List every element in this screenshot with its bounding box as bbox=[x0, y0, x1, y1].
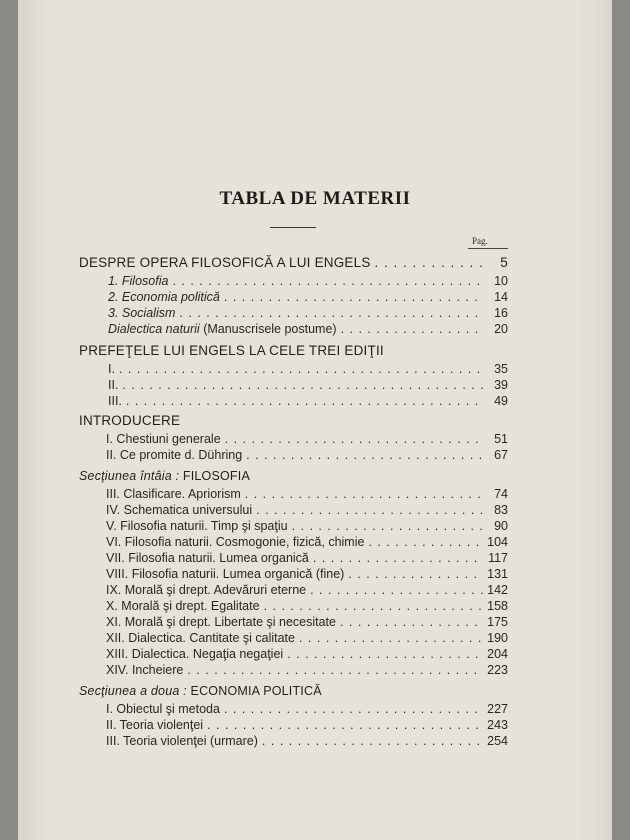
dot-leader bbox=[246, 447, 484, 463]
toc-entry bbox=[108, 305, 508, 321]
dot-leader bbox=[119, 361, 484, 377]
toc-entry bbox=[106, 431, 508, 447]
dot-leader bbox=[340, 614, 483, 630]
toc-entry bbox=[106, 662, 508, 678]
toc-entry-label: II. bbox=[108, 378, 119, 392]
page-title: TABLA DE MATERII bbox=[219, 188, 411, 209]
dot-leader bbox=[224, 289, 484, 305]
toc-entry-label: 3. Socialism bbox=[108, 306, 176, 320]
toc-entry bbox=[106, 566, 508, 582]
dot-leader bbox=[299, 630, 483, 646]
dot-leader bbox=[225, 431, 484, 447]
toc-entry-label: X. Morală şi drept. Egalitate bbox=[106, 599, 260, 613]
toc-entry bbox=[108, 289, 508, 305]
toc-entry bbox=[106, 646, 508, 662]
dot-leader bbox=[341, 321, 484, 337]
toc-entry-label: III. Teoria violenţei (urmare) bbox=[106, 734, 258, 748]
dot-leader bbox=[122, 377, 484, 393]
page-column-header: Pag. bbox=[472, 236, 488, 246]
toc-entry bbox=[106, 630, 508, 646]
toc-heading-prefetele: PREFEŢELE LUI ENGELS LA CELE TREI EDIŢII bbox=[79, 343, 384, 358]
toc-entry bbox=[106, 582, 508, 598]
dot-leader bbox=[126, 393, 484, 409]
toc-entry-label: V. Filosofia naturii. Timp şi spaţiu bbox=[106, 519, 288, 533]
toc-entry bbox=[106, 534, 508, 550]
toc-page-number: 227 bbox=[487, 702, 508, 716]
dot-leader bbox=[348, 566, 483, 582]
toc-heading-sectiunea-intaia bbox=[79, 467, 250, 485]
toc-entry bbox=[106, 502, 508, 518]
toc-entry bbox=[106, 614, 508, 630]
toc-page-number: 16 bbox=[494, 306, 508, 320]
toc-page-number: 67 bbox=[494, 448, 508, 462]
toc-page-number: 204 bbox=[487, 647, 508, 661]
toc-entry-label: VIII. Filosofia naturii. Lumea organică (fine) bbox=[106, 567, 345, 581]
toc-entry-label: IX. Morală şi drept. Adevăruri eterne bbox=[106, 583, 307, 597]
toc-page-number: 158 bbox=[487, 599, 508, 613]
toc-page-number: 131 bbox=[487, 567, 508, 581]
dot-leader bbox=[287, 646, 483, 662]
toc-entry bbox=[106, 717, 508, 733]
section-label: FILOSOFIA bbox=[182, 469, 250, 483]
toc-entry-label: VI. Filosofia naturii. Cosmogonie, fizică, chimie bbox=[106, 535, 365, 549]
toc-heading-sectiunea-a-doua bbox=[79, 682, 322, 700]
dot-leader bbox=[187, 662, 483, 678]
toc-page-number: 51 bbox=[494, 432, 508, 446]
dot-leader bbox=[172, 273, 484, 289]
toc-entry bbox=[106, 486, 508, 502]
dot-leader bbox=[313, 550, 484, 566]
toc-entry bbox=[106, 518, 508, 534]
toc-page-number: 83 bbox=[494, 503, 508, 517]
toc-heading-despre-opera bbox=[79, 254, 508, 272]
section-label-italic: Secţiunea întâia : bbox=[79, 469, 180, 483]
toc-entry bbox=[106, 598, 508, 614]
toc-entry bbox=[108, 377, 508, 393]
toc-page-number: 5 bbox=[500, 255, 508, 270]
toc-entry bbox=[108, 273, 508, 289]
toc-entry bbox=[106, 733, 508, 749]
toc-page-number: 175 bbox=[487, 615, 508, 629]
toc-entry-label: XIII. Dialectica. Negaţia negaţiei bbox=[106, 647, 284, 661]
toc-page-number: 74 bbox=[494, 487, 508, 501]
toc-entry bbox=[108, 393, 508, 409]
toc-entry-label bbox=[108, 321, 337, 337]
dot-leader bbox=[256, 502, 484, 518]
toc-page-number: 10 bbox=[494, 274, 508, 288]
toc-entry-label: 1. Filosofia bbox=[108, 274, 169, 288]
toc-entry-label: I. Chestiuni generale bbox=[106, 432, 221, 446]
toc-entry-label: II. Teoria violenţei bbox=[106, 718, 204, 732]
dot-leader bbox=[179, 305, 484, 321]
toc-entry bbox=[106, 447, 508, 463]
toc-page-number: 142 bbox=[487, 583, 508, 597]
toc-entry-label: XIV. Incheiere bbox=[106, 663, 184, 677]
toc-heading-label: DESPRE OPERA FILOSOFICĂ A LUI ENGELS bbox=[79, 255, 371, 270]
toc-entry bbox=[108, 321, 508, 337]
toc-entry-label-italic: Dialectica naturii bbox=[108, 322, 200, 336]
dot-leader bbox=[292, 518, 484, 534]
dot-leader bbox=[264, 598, 484, 614]
dot-leader bbox=[375, 254, 484, 272]
section-label: ECONOMIA POLITICĂ bbox=[190, 684, 322, 698]
toc-page-number: 20 bbox=[494, 322, 508, 336]
toc-entry-label: IV. Schematica universului bbox=[106, 503, 253, 517]
dot-leader bbox=[224, 701, 483, 717]
toc-page-number: 104 bbox=[487, 535, 508, 549]
toc-entry-label: III. bbox=[108, 394, 122, 408]
dot-leader bbox=[368, 534, 483, 550]
toc-entry-label-rest: (Manuscrisele postume) bbox=[203, 322, 337, 336]
dot-leader bbox=[207, 717, 483, 733]
toc-page-number: 190 bbox=[487, 631, 508, 645]
toc-entry bbox=[106, 550, 508, 566]
section-label-italic: Secţiunea a doua : bbox=[79, 684, 187, 698]
toc-page-number: 254 bbox=[487, 734, 508, 748]
toc-entry-label: II. Ce promite d. Dühring bbox=[106, 448, 243, 462]
toc-entry bbox=[108, 361, 508, 377]
toc-page-number: 90 bbox=[494, 519, 508, 533]
toc-page-number: 243 bbox=[487, 718, 508, 732]
toc-entry-label: VII. Filosofia naturii. Lumea organică bbox=[106, 551, 309, 565]
toc-page-number: 223 bbox=[487, 663, 508, 677]
dot-leader bbox=[310, 582, 483, 598]
toc-entry bbox=[106, 701, 508, 717]
toc-page-number: 14 bbox=[494, 290, 508, 304]
toc-entry-label: I. bbox=[108, 362, 115, 376]
toc-heading-introducere: INTRODUCERE bbox=[79, 413, 181, 428]
dot-leader bbox=[262, 733, 483, 749]
toc-page-number: 117 bbox=[488, 551, 508, 565]
toc-entry-label: I. Obiectul şi metoda bbox=[106, 702, 220, 716]
toc-page-number: 35 bbox=[494, 362, 508, 376]
toc-entry-label: 2. Economia politică bbox=[108, 290, 220, 304]
toc-entry-label: III. Clasificare. Apriorism bbox=[106, 487, 241, 501]
toc-page-number: 39 bbox=[494, 378, 508, 392]
dot-leader bbox=[245, 486, 484, 502]
toc-entry-label: XII. Dialectica. Cantitate şi calitate bbox=[106, 631, 295, 645]
toc-entry-label: XI. Morală şi drept. Libertate şi necesitate bbox=[106, 615, 336, 629]
toc-page-number: 49 bbox=[494, 394, 508, 408]
